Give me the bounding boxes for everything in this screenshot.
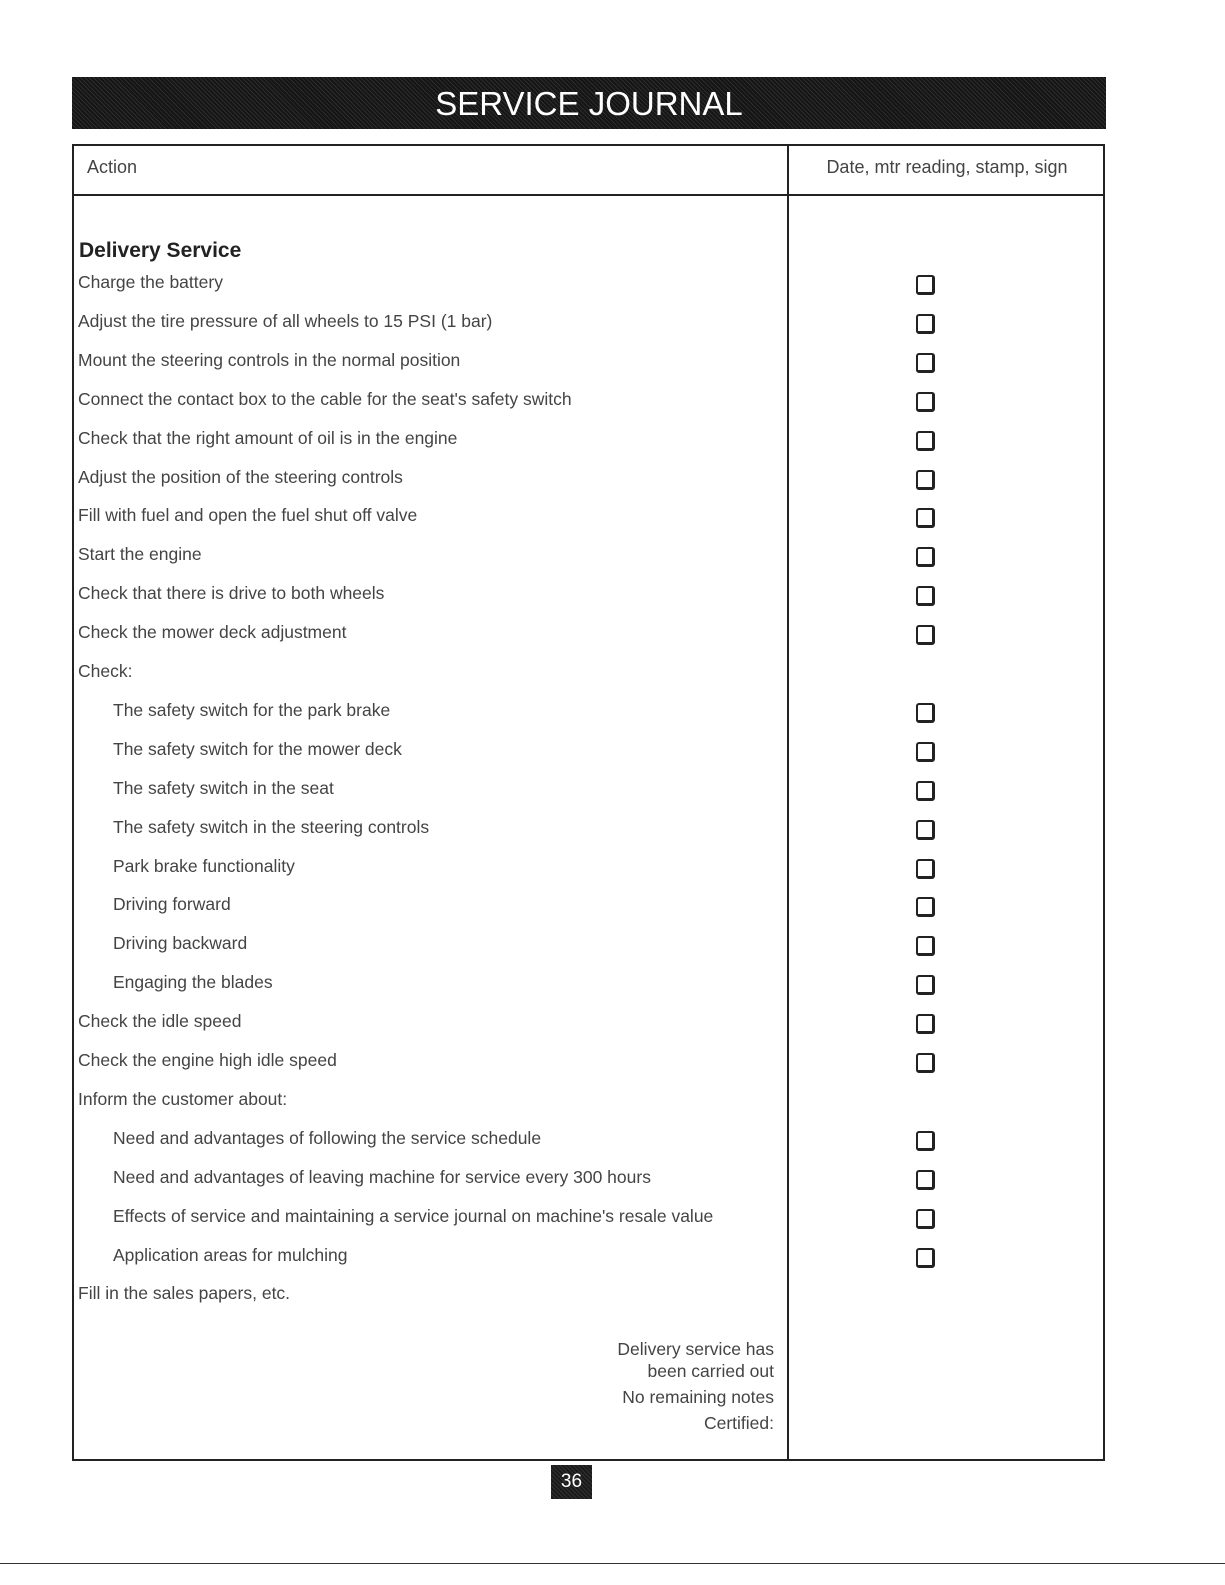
certification-line: been carried out [647, 1361, 774, 1381]
checkbox[interactable] [916, 1209, 935, 1229]
checkbox[interactable] [916, 742, 935, 762]
certification-line: No remaining notes [622, 1387, 774, 1407]
page-number: 36 [551, 1465, 592, 1499]
column-header-date: Date, mtr reading, stamp, sign [826, 157, 1068, 177]
checkbox[interactable] [916, 1131, 935, 1151]
checkbox[interactable] [916, 314, 935, 334]
checklist-subitem: Park brake functionality [113, 855, 295, 876]
checkbox[interactable] [916, 820, 935, 840]
checkbox[interactable] [916, 625, 935, 645]
checklist-subitem: The safety switch in the steering controls [113, 816, 430, 837]
checkbox[interactable] [916, 1248, 935, 1268]
checkbox[interactable] [916, 508, 935, 528]
section-title: Delivery Service [79, 239, 242, 262]
checkbox[interactable] [916, 781, 935, 801]
page-title: SERVICE JOURNAL [435, 84, 743, 122]
checklist-item: Mount the steering controls in the normal position [78, 349, 461, 370]
checklist-subitem: The safety switch in the seat [113, 777, 334, 798]
checklist-subitem: Engaging the blades [113, 972, 273, 993]
checkbox[interactable] [916, 470, 935, 490]
certification-block [617, 1338, 774, 1434]
column-header-action: Action [87, 157, 138, 177]
checklist-item: Check that the right amount of oil is in the engine [78, 427, 458, 448]
checklist-subitem: Effects of service and maintaining a service journal on machine's resale value [113, 1205, 714, 1226]
checkbox[interactable] [916, 703, 935, 723]
checklist-item: Inform the customer about: [78, 1088, 288, 1109]
checklist-item: Check the engine high idle speed [78, 1050, 337, 1070]
checkbox[interactable] [916, 975, 935, 995]
checklist-subitem: Need and advantages of following the service schedule [113, 1127, 542, 1148]
checklist-item: Connect the contact box to the cable for the seat's safety switch [78, 388, 572, 409]
certification-line: Certified: [703, 1413, 774, 1433]
checkbox[interactable] [916, 936, 935, 956]
checklist-item: Check the mower deck adjustment [78, 622, 347, 643]
checkbox[interactable] [916, 275, 935, 295]
checklist-subitem: Driving forward [113, 894, 231, 915]
checklist-item: Check that there is drive to both wheels [78, 583, 385, 604]
checklist-subitem: Driving backward [113, 933, 248, 954]
checkbox[interactable] [916, 392, 935, 412]
checkbox[interactable] [916, 1053, 935, 1073]
checklist-item: Start the engine [78, 544, 202, 565]
checkbox[interactable] [916, 547, 935, 567]
checkbox[interactable] [916, 897, 935, 917]
checklist-item: Fill with fuel and open the fuel shut off valve [78, 505, 418, 526]
checklist-item: Charge the battery [78, 272, 223, 292]
checklist-item: Adjust the position of the steering controls [78, 466, 403, 487]
checklist-subitem: Need and advantages of leaving machine for service every 300 hours [113, 1166, 651, 1187]
checkbox[interactable] [916, 353, 935, 373]
page-bottom-rule [0, 1563, 1225, 1564]
checklist-item: Fill in the sales papers, etc. [78, 1283, 291, 1304]
checklist-subitem: The safety switch for the park brake [113, 699, 391, 720]
checkbox[interactable] [916, 586, 935, 606]
checkbox[interactable] [916, 1170, 935, 1190]
checkbox[interactable] [916, 1014, 935, 1034]
header-divider [74, 194, 1103, 196]
header-bar [72, 77, 1106, 129]
checklist-item: Check the idle speed [78, 1011, 242, 1032]
checkbox[interactable] [916, 859, 935, 879]
checklist-item: Adjust the tire pressure of all wheels to 15 PSI (1 bar) [78, 310, 493, 331]
checklist-subitem: The safety switch for the mower deck [113, 738, 402, 759]
certification-line: Delivery service has [617, 1339, 774, 1359]
checkbox[interactable] [916, 431, 935, 451]
column-divider [787, 146, 789, 1459]
checklist-subitem: Application areas for mulching [113, 1244, 348, 1265]
checklist-item: Check: [78, 661, 133, 681]
